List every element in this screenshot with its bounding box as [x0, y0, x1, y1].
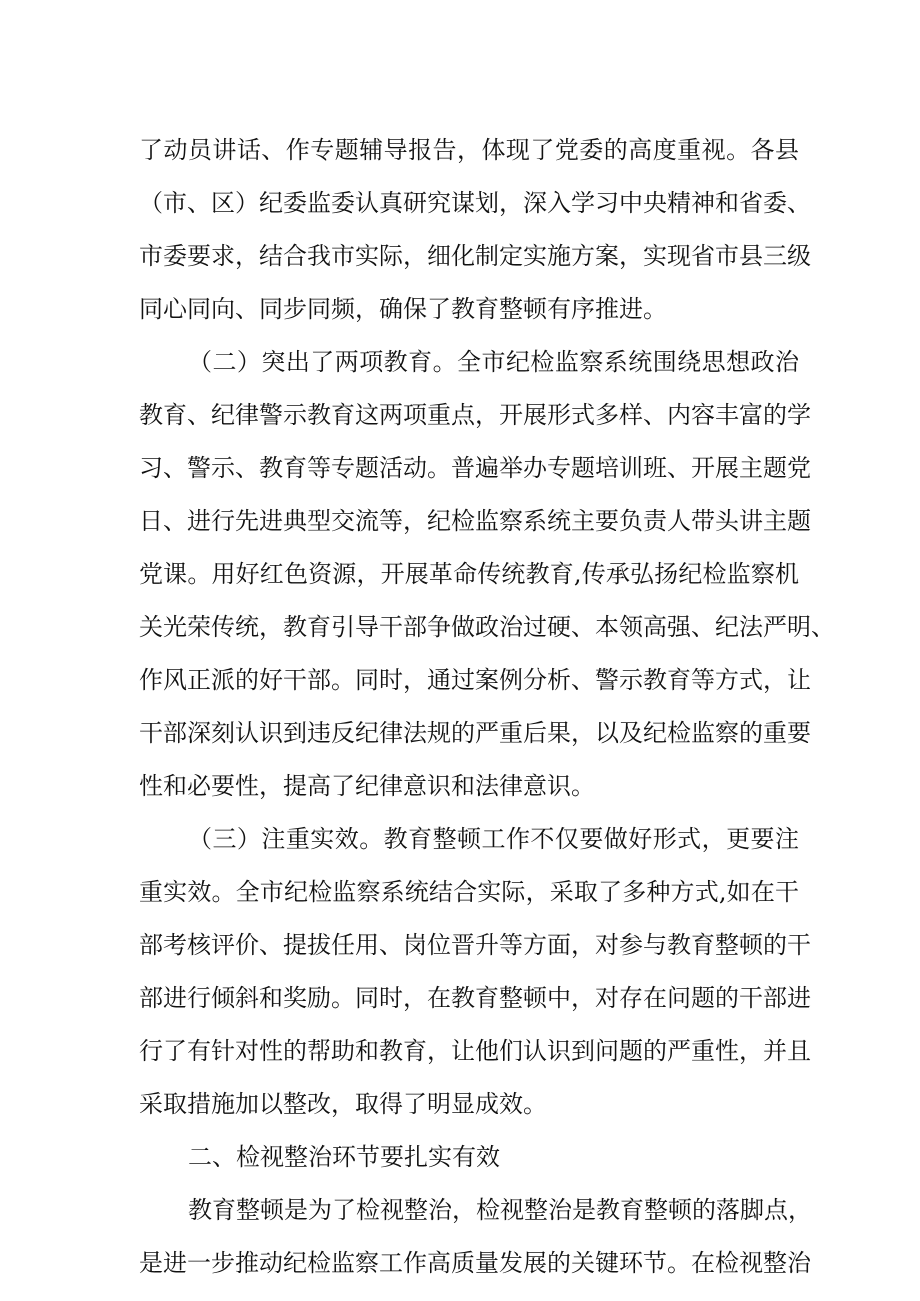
section-heading: 二、检视整治环节要扎实有效 — [188, 1143, 500, 1171]
text-line: 了动员讲话、作专题辅导报告，体现了党委的高度重视。各县 — [139, 136, 799, 164]
text-line: 教育、纪律警示教育这两项重点，开展形式多样、内容丰富的学 — [139, 401, 811, 429]
text-line: 同心同向、同步同频，确保了教育整顿有序推进。 — [139, 295, 667, 323]
text-line: 部考核评价、提拔任用、岗位晋升等方面，对参与教育整顿的干 — [139, 931, 811, 959]
text-line: 习、警示、教育等专题活动。普遍举办专题培训班、开展主题党 — [139, 454, 811, 482]
text-line: 关光荣传统，教育引导干部争做政治过硬、本领高强、纪法严明、 — [139, 613, 835, 641]
paragraph-first-line: （三）注重实效。教育整顿工作不仅要做好形式，更要注 — [188, 825, 799, 853]
text-line: 重实效。全市纪检监察系统结合实际，采取了多种方式,如在干 — [139, 878, 799, 906]
text-line: 市委要求，结合我市实际，细化制定实施方案，实现省市县三级 — [139, 242, 811, 270]
text-line: 作风正派的好干部。同时，通过案例分析、警示教育等方式，让 — [139, 666, 811, 694]
text-line: 干部深刻认识到违反纪律法规的严重后果，以及纪检监察的重要 — [139, 719, 811, 747]
text-line: 日、进行先进典型交流等，纪检监察系统主要负责人带头讲主题 — [139, 507, 811, 535]
text-line: （市、区）纪委监委认真研究谋划，深入学习中央精神和省委、 — [139, 189, 811, 217]
text-line: 采取措施加以整改，取得了明显成效。 — [139, 1090, 547, 1118]
text-line: 行了有针对性的帮助和教育，让他们认识到问题的严重性，并且 — [139, 1037, 811, 1065]
text-line: 党课。用好红色资源，开展革命传统教育,传承弘扬纪检监察机 — [139, 560, 799, 588]
paragraph-first-line: 教育整顿是为了检视整治，检视整治是教育整顿的落脚点， — [188, 1196, 812, 1224]
text-line: 部进行倾斜和奖励。同时，在教育整顿中，对存在问题的干部进 — [139, 984, 811, 1012]
paragraph-first-line: （二）突出了两项教育。全市纪检监察系统围绕思想政治 — [188, 348, 799, 376]
text-line: 是进一步推动纪检监察工作高质量发展的关键环节。在检视整治 — [139, 1249, 811, 1277]
text-line: 性和必要性，提高了纪律意识和法律意识。 — [139, 772, 595, 800]
